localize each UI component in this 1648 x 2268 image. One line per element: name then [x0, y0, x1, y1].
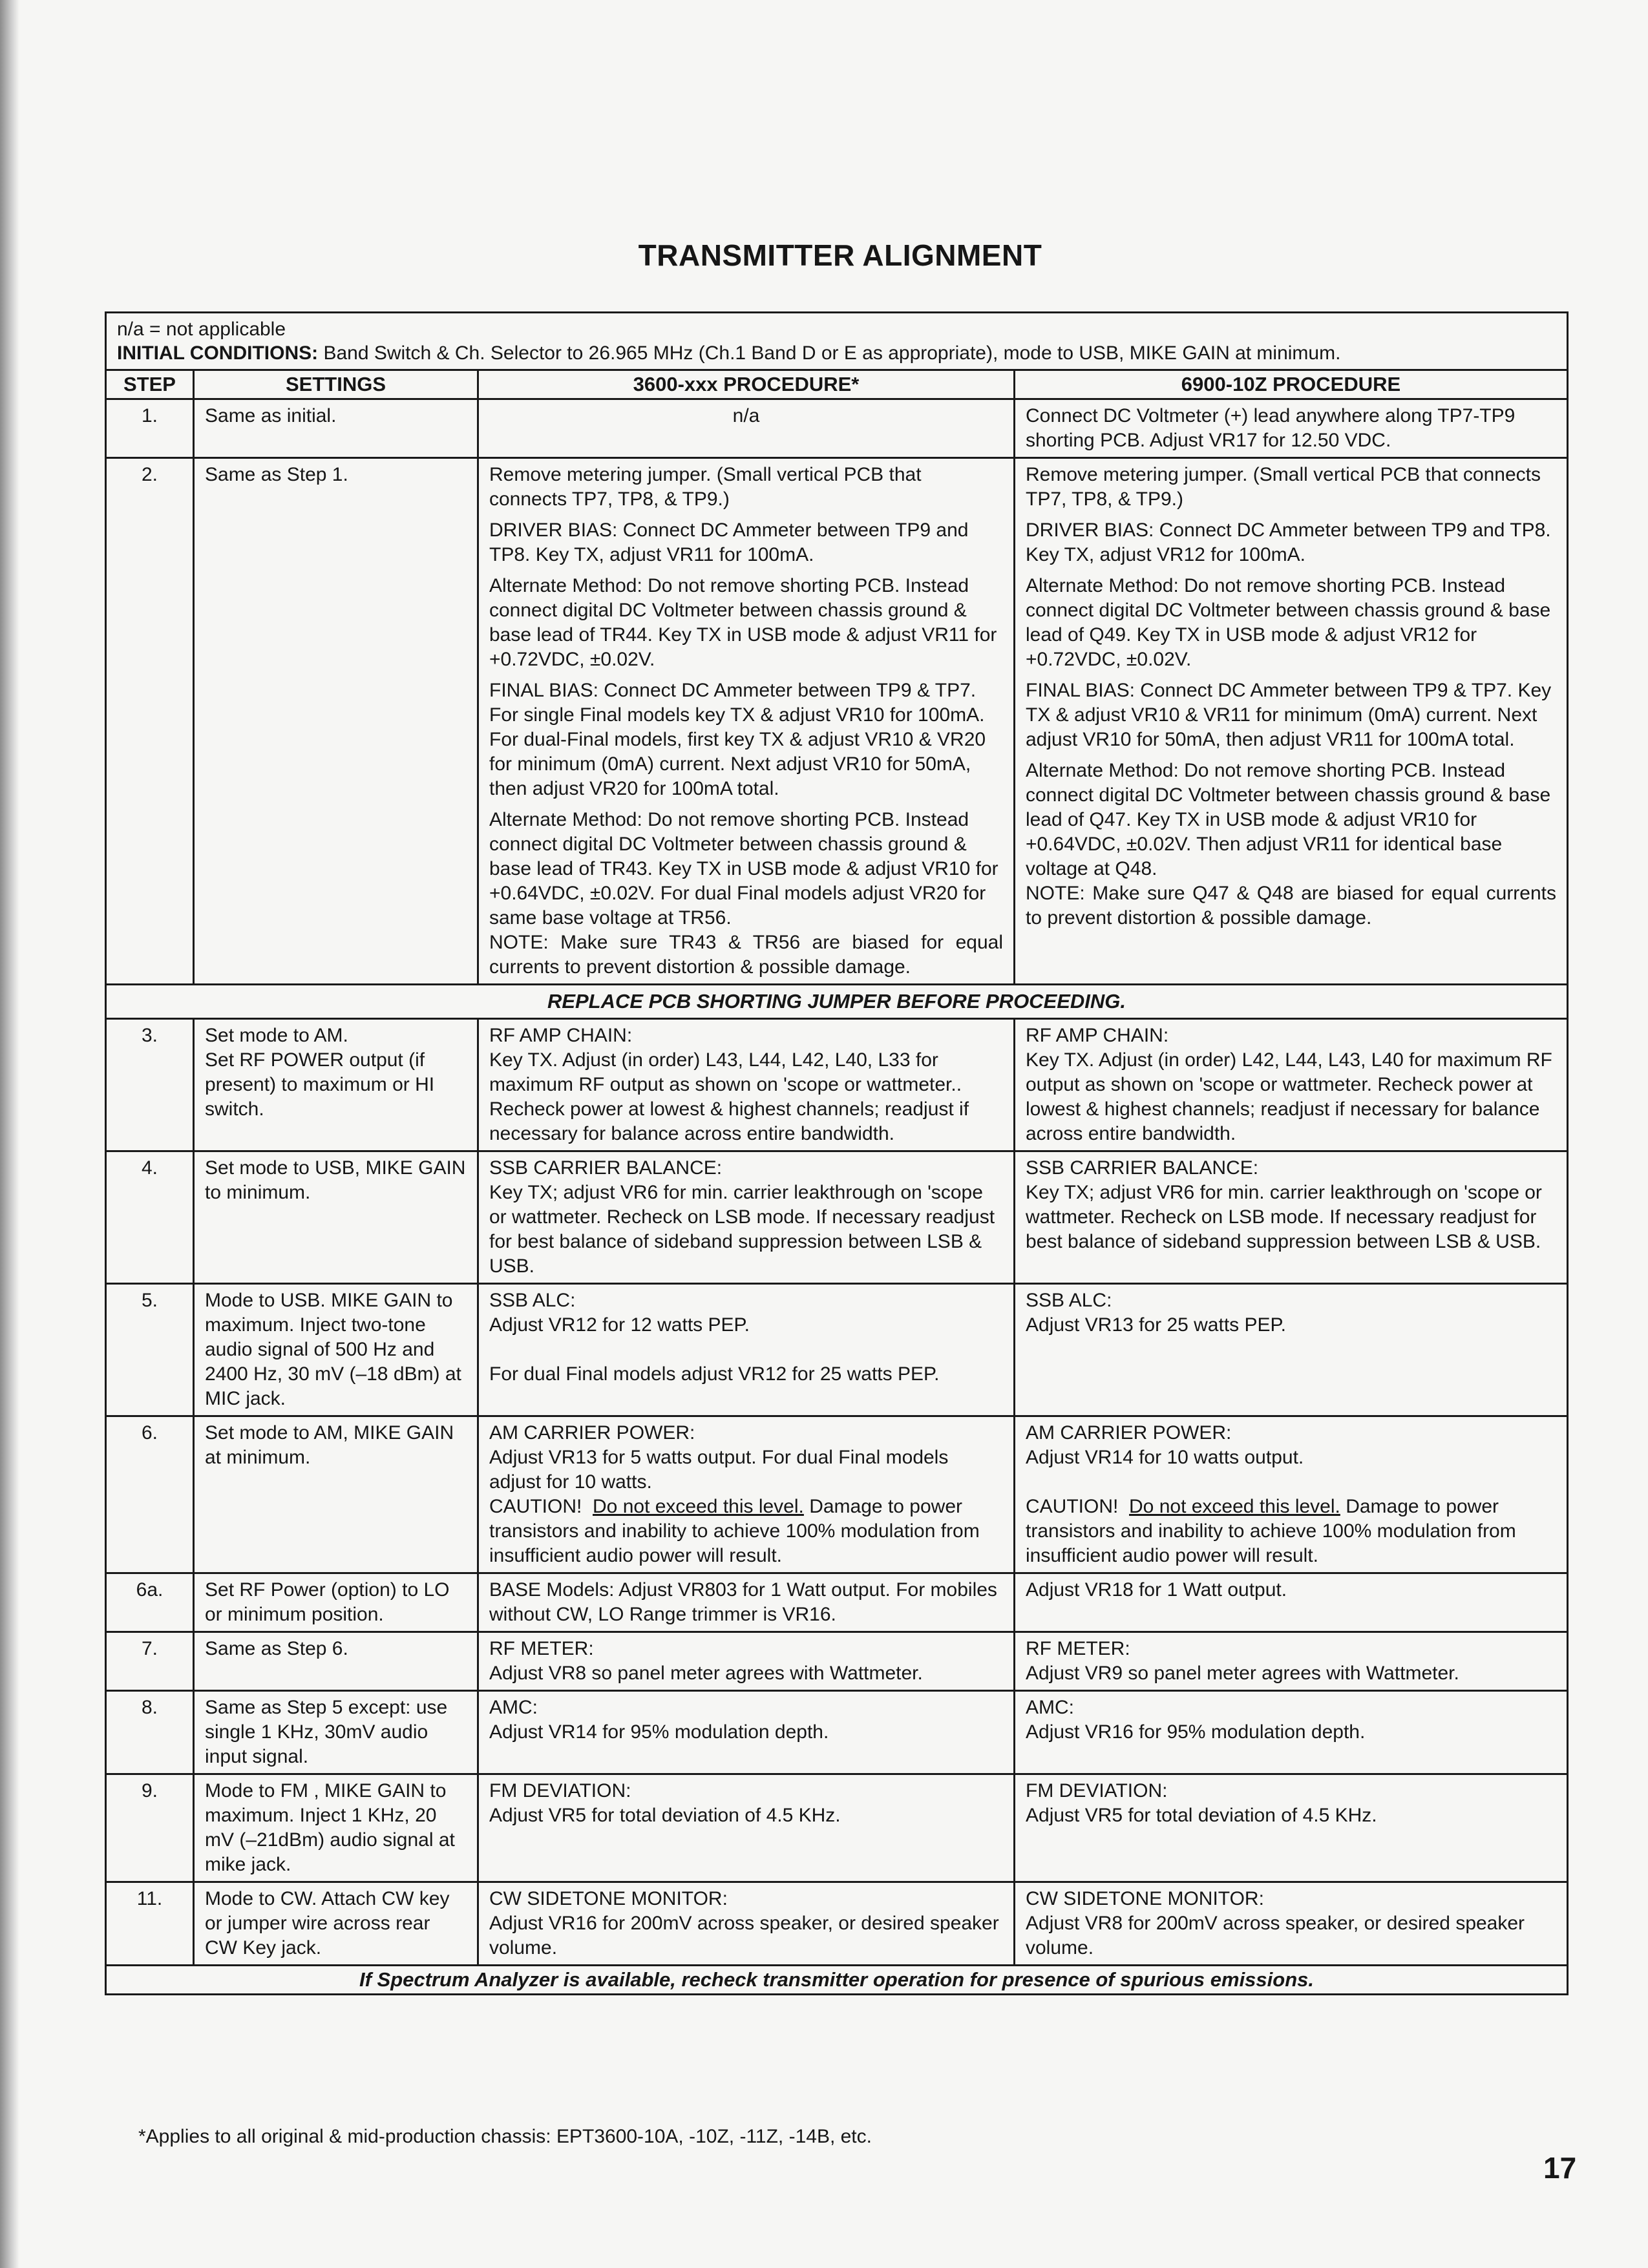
table-row [106, 1284, 1568, 1416]
procedure-heading: CW SIDETONE MONITOR: [489, 1888, 728, 1909]
procedure-3600-cell [478, 399, 1015, 458]
header-procedure-6900: 6900-10Z PROCEDURE [1015, 370, 1568, 399]
header-settings: SETTINGS [194, 370, 478, 399]
banner-row [106, 1966, 1568, 1995]
header-row [106, 370, 1568, 399]
procedure-6900-cell [1015, 458, 1568, 985]
procedure-heading: SSB CARRIER BALANCE: [489, 1157, 723, 1179]
procedure-6900-cell [1015, 1691, 1568, 1774]
procedure-6900-cell [1015, 1151, 1568, 1284]
procedure-3600-cell [478, 1632, 1015, 1691]
procedure-text: Key TX. Adjust (in order) L43, L44, L42, L40, L33 for maximum RF output as shown on 'scope or wattmeter.. Recheck power at lowest & highest channels; readjust if necessary for balance across entire bandwidth. [489, 1049, 969, 1144]
page-number: 17 [1543, 2151, 1577, 2185]
procedure-text: For dual Final models adjust VR12 for 25 watts PEP. [489, 1363, 940, 1385]
settings-text: Set mode to AM. Set RF POWER output (if present) to maximum or HI switch. [205, 1025, 435, 1120]
na-note: n/a = not applicable [117, 319, 286, 340]
procedure-heading: RF AMP CHAIN: [1026, 1025, 1169, 1046]
settings-cell [194, 1019, 478, 1151]
banner-row [106, 985, 1568, 1019]
table-row [106, 1774, 1568, 1882]
procedure-3600-cell [478, 458, 1015, 985]
procedure-heading: SSB CARRIER BALANCE: [1026, 1157, 1259, 1179]
procedure-6900-cell [1015, 1284, 1568, 1416]
alignment-table [105, 311, 1569, 1995]
settings-cell: Mode to FM , MIKE GAIN to maximum. Inject 1 KHz, 20 mV (–21dBm) audio signal at mike jack. [194, 1774, 478, 1882]
caution-underline: Do not exceed this level. [593, 1496, 804, 1517]
procedure-3600-cell [478, 1019, 1015, 1151]
procedure-text: Adjust VR5 for total deviation of 4.5 KHz. [489, 1805, 841, 1826]
step-number: 2. [106, 458, 194, 985]
procedure-text: Adjust VR14 for 95% modulation depth. [489, 1721, 829, 1743]
page-title: TRANSMITTER ALIGNMENT [638, 238, 1042, 272]
step-number: 9. [106, 1774, 194, 1882]
step-number: 6. [106, 1416, 194, 1573]
procedure-text: Adjust VR16 for 200mV across speaker, or desired speaker volume. [489, 1913, 999, 1958]
step-number: 1. [106, 399, 194, 458]
table-row [106, 1691, 1568, 1774]
procedure-6900-cell [1015, 1774, 1568, 1882]
procedure-text: Connect DC Voltmeter (+) lead anywhere along TP7-TP9 shorting PCB. Adjust VR17 for 12.50 VDC. [1026, 405, 1516, 451]
procedure-text: Key TX; adjust VR6 for min. carrier leakthrough on 'scope or wattmeter. Recheck on LSB mode. If necessary readjust for best balance of sideband suppression between LSB & USB. [1026, 1182, 1542, 1252]
initial-conditions-label: INITIAL CONDITIONS: [117, 342, 319, 364]
table-row [106, 1882, 1568, 1966]
table-row [106, 458, 1568, 985]
procedure-text: n/a [732, 405, 760, 426]
settings-cell: Set mode to USB, MIKE GAIN to minimum. [194, 1151, 478, 1284]
settings-cell: Mode to CW. Attach CW key or jumper wire across rear CW Key jack. [194, 1882, 478, 1966]
procedure-text: Key TX; adjust VR6 for min. carrier leakthrough on 'scope or wattmeter. Recheck on LSB mode. If necessary readjust for best balance of sideband suppression between LSB & USB. [489, 1182, 995, 1277]
procedure-text: FINAL BIAS: Connect DC Ammeter between TP9 & TP7. Key TX & adjust VR10 & VR11 for minimum (0mA) current. Next adjust VR10 for 50mA, then adjust VR11 for 100mA total. [1026, 680, 1552, 750]
step-number: 5. [106, 1284, 194, 1416]
procedure-3600-cell [478, 1284, 1015, 1416]
table-row [106, 1151, 1568, 1284]
table-row [106, 399, 1568, 458]
procedure-6900-cell: Adjust VR18 for 1 Watt output. [1015, 1573, 1568, 1632]
procedure-3600-cell [478, 1416, 1015, 1573]
procedure-heading: FM DEVIATION: [1026, 1780, 1168, 1801]
spectrum-analyzer-banner: If Spectrum Analyzer is available, recheck transmitter operation for presence of spurious emissions. [106, 1966, 1568, 1995]
step-number: 4. [106, 1151, 194, 1284]
step-number: 3. [106, 1019, 194, 1151]
procedure-6900-cell [1015, 1416, 1568, 1573]
settings-cell: Same as Step 5 except: use single 1 KHz, 30mV audio input signal. [194, 1691, 478, 1774]
procedure-text: Adjust VR9 so panel meter agrees with Wattmeter. [1026, 1663, 1459, 1684]
replace-jumper-banner: REPLACE PCB SHORTING JUMPER BEFORE PROCEEDING. [106, 985, 1568, 1019]
procedure-3600-cell [478, 1691, 1015, 1774]
caution-tail: Damage to power transistors and inability to achieve 100% modulation from insufficient audio power will result. [489, 1496, 980, 1566]
procedure-6900-cell [1015, 1632, 1568, 1691]
procedure-text: Adjust VR13 for 5 watts output. For dual Final models adjust for 10 watts. [489, 1447, 949, 1493]
caution-text [1026, 1495, 1556, 1568]
settings-cell: Same as Step 6. [194, 1632, 478, 1691]
step-number: 7. [106, 1632, 194, 1691]
settings-cell: Same as Step 1. [194, 458, 478, 985]
procedure-text: Remove metering jumper. (Small vertical PCB that connects TP7, TP8, & TP9.) [489, 464, 922, 510]
table-row [106, 1632, 1568, 1691]
settings-cell: Mode to USB. MIKE GAIN to maximum. Inject two-tone audio signal of 500 Hz and 2400 Hz, 30 mV (–18 dBm) at MIC jack. [194, 1284, 478, 1416]
procedure-heading: SSB ALC: [489, 1290, 576, 1311]
procedure-heading: AMC: [489, 1697, 538, 1718]
procedure-heading: AM CARRIER POWER: [1026, 1422, 1232, 1444]
initial-conditions-text: Band Switch & Ch. Selector to 26.965 MHz (Ch.1 Band D or E as appropriate), mode to USB, MIKE GAIN at minimum. [318, 342, 1341, 364]
page-edge-shadow [0, 0, 19, 2268]
initial-conditions [117, 341, 1556, 365]
procedure-6900-cell [1015, 1882, 1568, 1966]
procedure-heading: FM DEVIATION: [489, 1780, 631, 1801]
procedure-6900-cell [1015, 399, 1568, 458]
caution-label: CAUTION! [489, 1496, 582, 1517]
caution-label: CAUTION! [1026, 1496, 1119, 1517]
procedure-note: NOTE: Make sure TR43 & TR56 are biased for equal currents to prevent distortion & possible damage. [489, 932, 1003, 978]
procedure-text: Alternate Method: Do not remove shorting PCB. Instead connect digital DC Voltmeter between chassis ground & base lead of TR44. Key TX in USB mode & adjust VR11 for +0.72VDC, ±0.02V. [489, 575, 997, 670]
procedure-3600-cell [478, 1774, 1015, 1882]
procedure-text: Adjust VR16 for 95% modulation depth. [1026, 1721, 1366, 1743]
procedure-text: DRIVER BIAS: Connect DC Ammeter between TP9 and TP8. Key TX, adjust VR11 for 100mA. [489, 520, 969, 565]
caution-underline: Do not exceed this level. [1129, 1496, 1340, 1517]
procedure-text: Adjust VR8 so panel meter agrees with Wattmeter. [489, 1663, 923, 1684]
procedure-text: Adjust VR8 for 200mV across speaker, or desired speaker volume. [1026, 1913, 1525, 1958]
step-number: 8. [106, 1691, 194, 1774]
procedure-note: NOTE: Make sure Q47 & Q48 are biased for equal currents to prevent distortion & possible damage. [1026, 883, 1556, 929]
procedure-heading: AMC: [1026, 1697, 1074, 1718]
procedure-heading: RF METER: [1026, 1638, 1130, 1659]
procedure-text: Alternate Method: Do not remove shorting PCB. Instead connect digital DC Voltmeter between chassis ground & base lead of Q47. Key TX in USB mode & adjust VR10 for +0.64VDC, ±0.02V. Then adjust VR11 for identical base voltage at Q48. [1026, 760, 1551, 879]
procedure-text: Adjust VR12 for 12 watts PEP. [489, 1314, 750, 1336]
procedure-heading: RF AMP CHAIN: [489, 1025, 633, 1046]
header-step: STEP [106, 370, 194, 399]
footnote: *Applies to all original & mid-production chassis: EPT3600-10A, -10Z, -11Z, -14B, etc. [138, 2126, 872, 2147]
table-row [106, 1573, 1568, 1632]
procedure-3600-cell: BASE Models: Adjust VR803 for 1 Watt output. For mobiles without CW, LO Range trimmer is VR16. [478, 1573, 1015, 1632]
procedure-text: Adjust VR14 for 10 watts output. [1026, 1447, 1304, 1468]
procedure-heading: CW SIDETONE MONITOR: [1026, 1888, 1264, 1909]
procedure-text: Adjust VR5 for total deviation of 4.5 KHz. [1026, 1805, 1377, 1826]
procedure-3600-cell [478, 1151, 1015, 1284]
procedure-text: Remove metering jumper. (Small vertical PCB that connects TP7, TP8, & TP9.) [1026, 464, 1541, 510]
procedure-text: Key TX. Adjust (in order) L42, L44, L43, L40 for maximum RF output as shown on 'scope or wattmeter. Recheck power at lowest & highest channels; readjust if necessary for balance across entire bandwidth. [1026, 1049, 1552, 1144]
procedure-text: Adjust VR13 for 25 watts PEP. [1026, 1314, 1286, 1336]
caution-text [489, 1495, 1003, 1568]
caution-tail: Damage to power transistors and inability to achieve 100% modulation from insufficient audio power will result. [1026, 1496, 1516, 1566]
settings-cell: Set mode to AM, MIKE GAIN at minimum. [194, 1416, 478, 1573]
initial-conditions-cell [106, 313, 1568, 370]
procedure-text: Alternate Method: Do not remove shorting PCB. Instead connect digital DC Voltmeter between chassis ground & base lead of TR43. Key TX in USB mode & adjust VR10 for +0.64VDC, ±0.02V. For dual Final models adjust VR20 for same base voltage at TR56. [489, 809, 998, 929]
procedure-heading: RF METER: [489, 1638, 594, 1659]
procedure-text: Alternate Method: Do not remove shorting PCB. Instead connect digital DC Voltmeter between chassis ground & base lead of Q49. Key TX in USB mode & adjust VR12 for +0.72VDC, ±0.02V. [1026, 575, 1551, 670]
step-number: 11. [106, 1882, 194, 1966]
procedure-text: DRIVER BIAS: Connect DC Ammeter between TP9 and TP8. Key TX, adjust VR12 for 100mA. [1026, 520, 1551, 565]
procedure-text: FINAL BIAS: Connect DC Ammeter between TP9 & TP7. For single Final models key TX & adjust VR10 for 100mA. For dual-Final models, first key TX & adjust VR10 & VR20 for minimum (0mA) current. Next adjust VR10 for 50mA, then adjust VR20 for 100mA total. [489, 680, 986, 799]
header-procedure-3600: 3600-xxx PROCEDURE* [478, 370, 1015, 399]
table-row [106, 1416, 1568, 1573]
table-row [106, 1019, 1568, 1151]
procedure-heading: SSB ALC: [1026, 1290, 1112, 1311]
initial-conditions-row [106, 313, 1568, 370]
step-number: 6a. [106, 1573, 194, 1632]
procedure-6900-cell [1015, 1019, 1568, 1151]
settings-cell: Set RF Power (option) to LO or minimum position. [194, 1573, 478, 1632]
procedure-3600-cell [478, 1882, 1015, 1966]
procedure-heading: AM CARRIER POWER: [489, 1422, 695, 1444]
settings-cell: Same as initial. [194, 399, 478, 458]
